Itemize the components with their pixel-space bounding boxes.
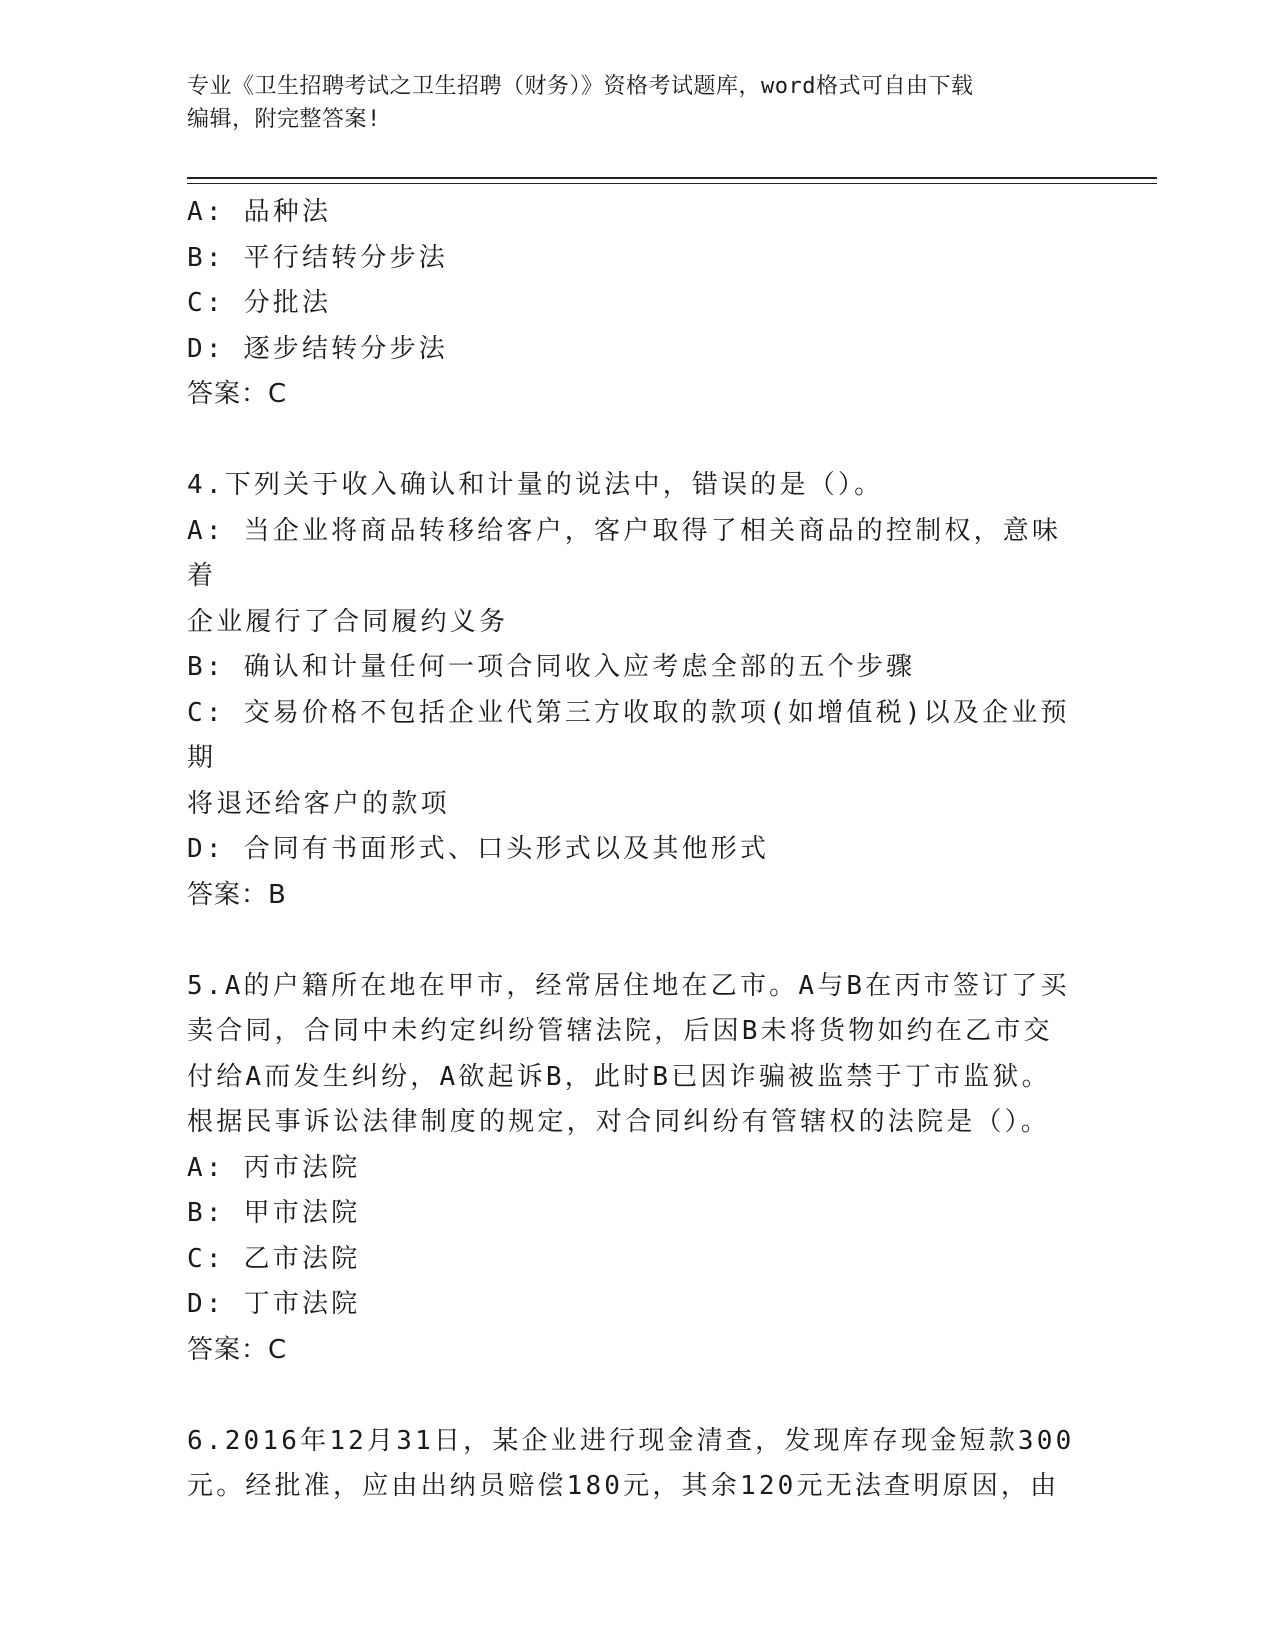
question-6 (187, 1419, 1077, 1510)
question-5-option-d: D: 丁市法院 (187, 1289, 361, 1319)
question-6-stem-line: 6.2016年12月31日，某企业进行现金清查，发现库存现金短款300 (187, 1425, 1075, 1456)
question-4-answer: 答案：B (187, 879, 287, 910)
question-5-stem-line: 5.A的户籍所在地在甲市，经常居住地在乙市。A与B在丙市签订了买 (187, 970, 1070, 1001)
question-3-option-d: D: 逐步结转分步法 (187, 333, 448, 364)
question-5-option-b: B: 甲市法院 (187, 1198, 361, 1228)
question-4-option-c: C: 交易价格不包括企业代第三方收取的款项(如增值税)以及企业预期 (187, 697, 1070, 773)
question-5-answer: 答案：C (187, 1334, 288, 1365)
question-5-stem-line: 卖合同，合同中未约定纠纷管辖法院，后因B未将货物如约在乙市交 (187, 1016, 1053, 1046)
header-divider-thin (187, 183, 1157, 184)
question-5-stem-line: 根据民事诉讼法律制度的规定，对合同纠纷有管辖权的法院是（）。 (187, 1107, 1051, 1137)
question-5-option-c: C: 乙市法院 (187, 1243, 361, 1274)
question-content (187, 190, 1077, 1510)
question-4-option-b: B: 确认和计量任何一项合同收入应考虑全部的五个步骤 (187, 652, 916, 682)
question-5-option-a: A: 丙市法院 (187, 1152, 361, 1183)
header-line-2: 编辑，附完整答案! (187, 107, 381, 132)
document-header (187, 70, 1087, 136)
spacer (187, 418, 1077, 464)
spacer (187, 918, 1077, 964)
question-4-option-a: A: 当企业将商品转移给客户，客户取得了相关商品的控制权，意味着 (187, 515, 1062, 591)
question-5 (187, 964, 1077, 1374)
question-3-option-a: A: 品种法 (187, 197, 332, 227)
question-3-option-b: B: 平行结转分步法 (187, 242, 448, 273)
question-4-stem: 4.下列关于收入确认和计量的说法中，错误的是（）。 (187, 470, 884, 500)
spacer (187, 1373, 1077, 1419)
header-line-1: 专业《卫生招聘考试之卫生招聘（财务）》资格考试题库，word格式可自由下载 (187, 74, 974, 99)
question-3-answer: 答案：C (187, 379, 288, 409)
question-4-option-d: D: 合同有书面形式、口头形式以及其他形式 (187, 834, 770, 864)
question-4-option-a-cont: 企业履行了合同履约义务 (187, 606, 509, 637)
question-3-options (187, 190, 1077, 418)
question-3-option-c: C: 分批法 (187, 288, 332, 318)
question-4-option-c-cont: 将退还给客户的款项 (187, 788, 450, 819)
header-divider-thick (187, 177, 1157, 179)
question-6-stem-line: 元。经批准，应由出纳员赔偿180元，其余120元无法查明原因，由 (187, 1471, 1060, 1501)
question-4 (187, 463, 1077, 918)
question-5-stem-line: 付给A而发生纠纷，A欲起诉B，此时B已因诈骗被监禁于丁市监狱。 (187, 1061, 1051, 1092)
